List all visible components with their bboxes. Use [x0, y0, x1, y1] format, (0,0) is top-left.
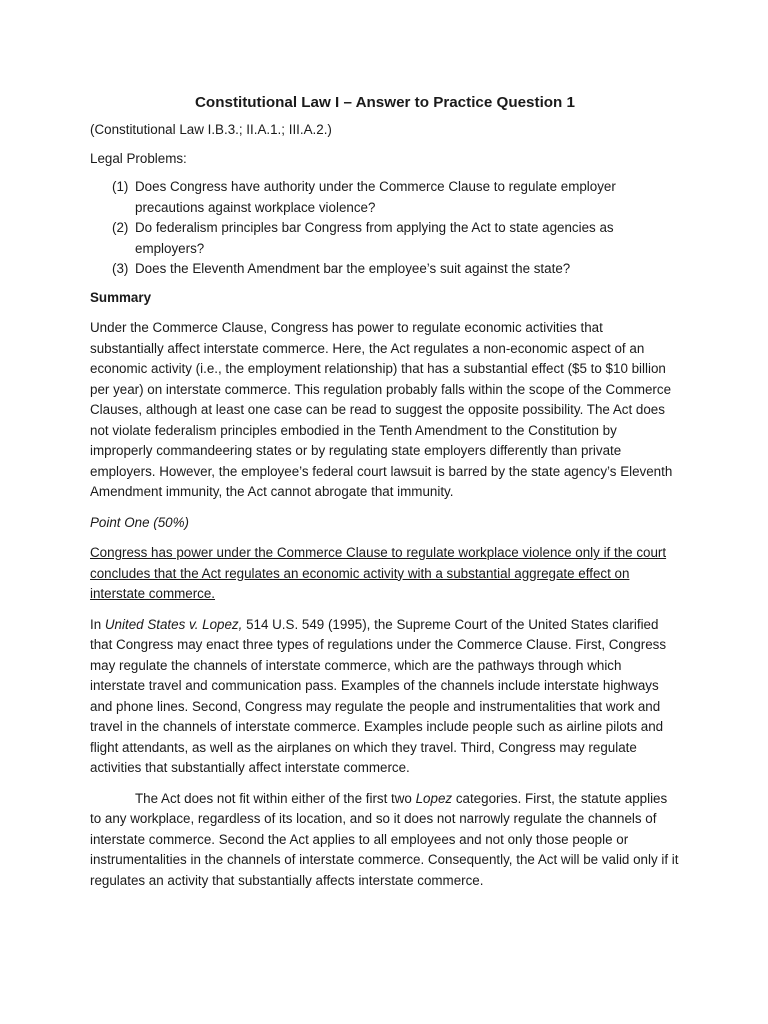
act-prefix: The Act does not fit within either of the first two	[135, 790, 416, 806]
act-body: categories. First, the statute applies to any workplace, regardless of its location, and so it does not narrowly regulate the channels of interstate commerce. Second the Act applies to all employees and not only those people or instrumentalities in the channels of interstate commerce. Consequently, the Act will be valid only if it regulates an activity that substantially affects interstate commerce.	[90, 790, 679, 888]
legal-problems-list	[90, 177, 680, 280]
list-item	[90, 177, 680, 218]
list-item-text: Do federalism principles bar Congress from applying the Act to state agencies as employers?	[135, 220, 614, 256]
point-one-heading: Point One (50%)	[90, 514, 189, 530]
legal-problems-label: Legal Problems:	[90, 150, 187, 166]
lopez-prefix: In	[90, 616, 105, 632]
case-name: United States v. Lopez,	[104, 616, 243, 632]
lopez-italic: Lopez	[415, 790, 453, 806]
list-item	[90, 218, 680, 259]
list-item	[90, 259, 680, 280]
lopez-body: 514 U.S. 549 (1995), the Supreme Court of the United States clarified that Congress may enact three types of regulations under the Commerce Clause. First, Congress may regulate the channels of interstate commerce, which are the pathways through which interstate travel and communication pass. Examples of the channels include interstate highways and phone lines. Second, Congress may regulate the people and instrumentalities that work and travel in the channels of interstate commerce. Examples include people such as airline pilots and flight attendants, as well as the airplanes on which they travel. Third, Congress may regulate activities that substantially affect interstate commerce.	[90, 616, 667, 775]
act-paragraph	[90, 789, 680, 892]
document-title: Constitutional Law I – Answer to Practice Question 1	[194, 94, 576, 111]
summary-heading: Summary	[90, 289, 152, 305]
point-one-thesis: Congress has power under the Commerce Clause to regulate workplace violence only if the court concludes that the Act regulates an economic activity with a substantial aggregate effect on interstate commerce.	[90, 545, 667, 601]
list-item-number: (2)	[112, 220, 129, 235]
list-item-text: Does the Eleventh Amendment bar the employee’s suit against the state?	[135, 261, 571, 276]
reference-line: (Constitutional Law I.B.3.; II.A.1.; III.A.2.)	[90, 122, 332, 137]
lopez-paragraph	[90, 615, 680, 779]
list-item-text: Does Congress have authority under the Commerce Clause to regulate employer precautions against workplace violence?	[135, 179, 616, 215]
list-item-number: (1)	[112, 179, 129, 194]
document-body	[90, 92, 680, 901]
summary-paragraph: Under the Commerce Clause, Congress has power to regulate economic activities that substantially affect interstate commerce. Here, the Act regulates a non-economic aspect of an economic activity (i.e., the employment relationship) that has a substantial effect ($5 to $10 billion per year) on interstate commerce. This regulation probably falls within the scope of the Commerce Clauses, although at least one case can be read to suggest the opposite possibility. The Act does not violate federalism principles embodied in the Tenth Amendment to the Constitution by improperly commandeering states or by regulating state employers differently than private employers. However, the employee’s federal court lawsuit is barred by the state agency’s Eleventh Amendment immunity, the Act cannot abrogate that immunity.	[90, 320, 673, 499]
list-item-number: (3)	[112, 261, 129, 276]
